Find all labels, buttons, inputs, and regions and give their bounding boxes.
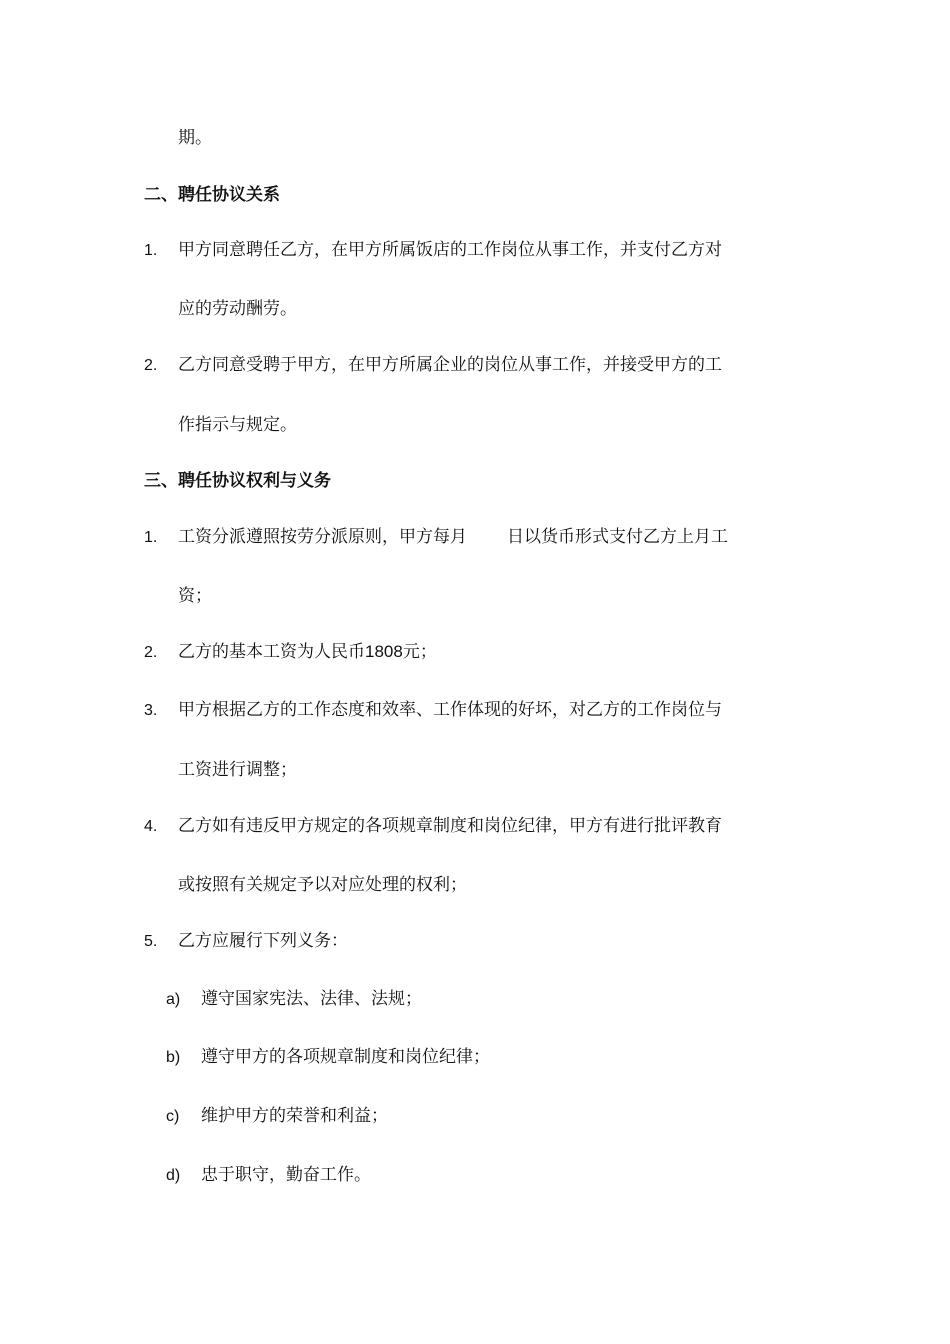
list-item-text-cont: 资； [178, 586, 212, 606]
list-item-text: 乙方同意受聘于甲方，在甲方所属企业的岗位从事工作，并接受甲方的工 [178, 355, 722, 375]
sub-list-item: 忠于职守，勤奋工作。 [201, 1165, 371, 1185]
base-salary-amount: 1808 [365, 642, 403, 661]
list-item-text-cont: 应的劳动酬劳。 [178, 299, 297, 319]
sub-list-item: 维护甲方的荣誉和利益； [201, 1106, 388, 1126]
sub-list-label: d) [166, 1167, 181, 1184]
list-item-text [178, 640, 437, 664]
list-number: 2. [144, 644, 158, 661]
salary-rule-text: 工资分派遵照按劳分派原则，甲方每月 [178, 527, 467, 547]
section-heading-2: 二、聘任协议关系 [144, 185, 280, 205]
sub-list-item: 遵守国家宪法、法律、法规； [201, 989, 422, 1009]
list-item-text [178, 525, 728, 549]
sub-list-label: a) [166, 991, 181, 1008]
section-heading-3: 三、聘任协议权利与义务 [144, 471, 331, 491]
sub-list-item: 遵守甲方的各项规章制度和岗位纪律； [201, 1047, 490, 1067]
list-number: 1. [144, 242, 158, 259]
salary-rule-text-cont: 日以货币形式支付乙方上月工 [507, 527, 728, 547]
base-salary-text: 乙方的基本工资为人民币 [178, 642, 365, 662]
sub-list-label: c) [166, 1108, 180, 1125]
list-item-text: 甲方同意聘任乙方，在甲方所属饭店的工作岗位从事工作，并支付乙方对 [178, 240, 722, 260]
list-number: 4. [144, 818, 158, 835]
list-item-text-cont: 工资进行调整； [178, 760, 297, 780]
list-number: 3. [144, 702, 158, 719]
list-item-text-cont: 或按照有关规定予以对应处理的权利； [178, 875, 467, 895]
sub-list-label: b) [166, 1049, 181, 1066]
list-item-text: 甲方根据乙方的工作态度和效率、工作体现的好坏，对乙方的工作岗位与 [178, 700, 722, 720]
list-item-text: 乙方应履行下列义务： [178, 931, 348, 951]
list-number: 5. [144, 933, 158, 950]
list-item-text: 乙方如有违反甲方规定的各项规章制度和岗位纪律，甲方有进行批评教育 [178, 816, 722, 836]
continuation-text: 期。 [178, 128, 212, 148]
list-item-text-cont: 作指示与规定。 [178, 415, 297, 435]
list-number: 1. [144, 529, 158, 546]
base-salary-unit: 元； [402, 642, 437, 662]
list-number: 2. [144, 357, 158, 374]
